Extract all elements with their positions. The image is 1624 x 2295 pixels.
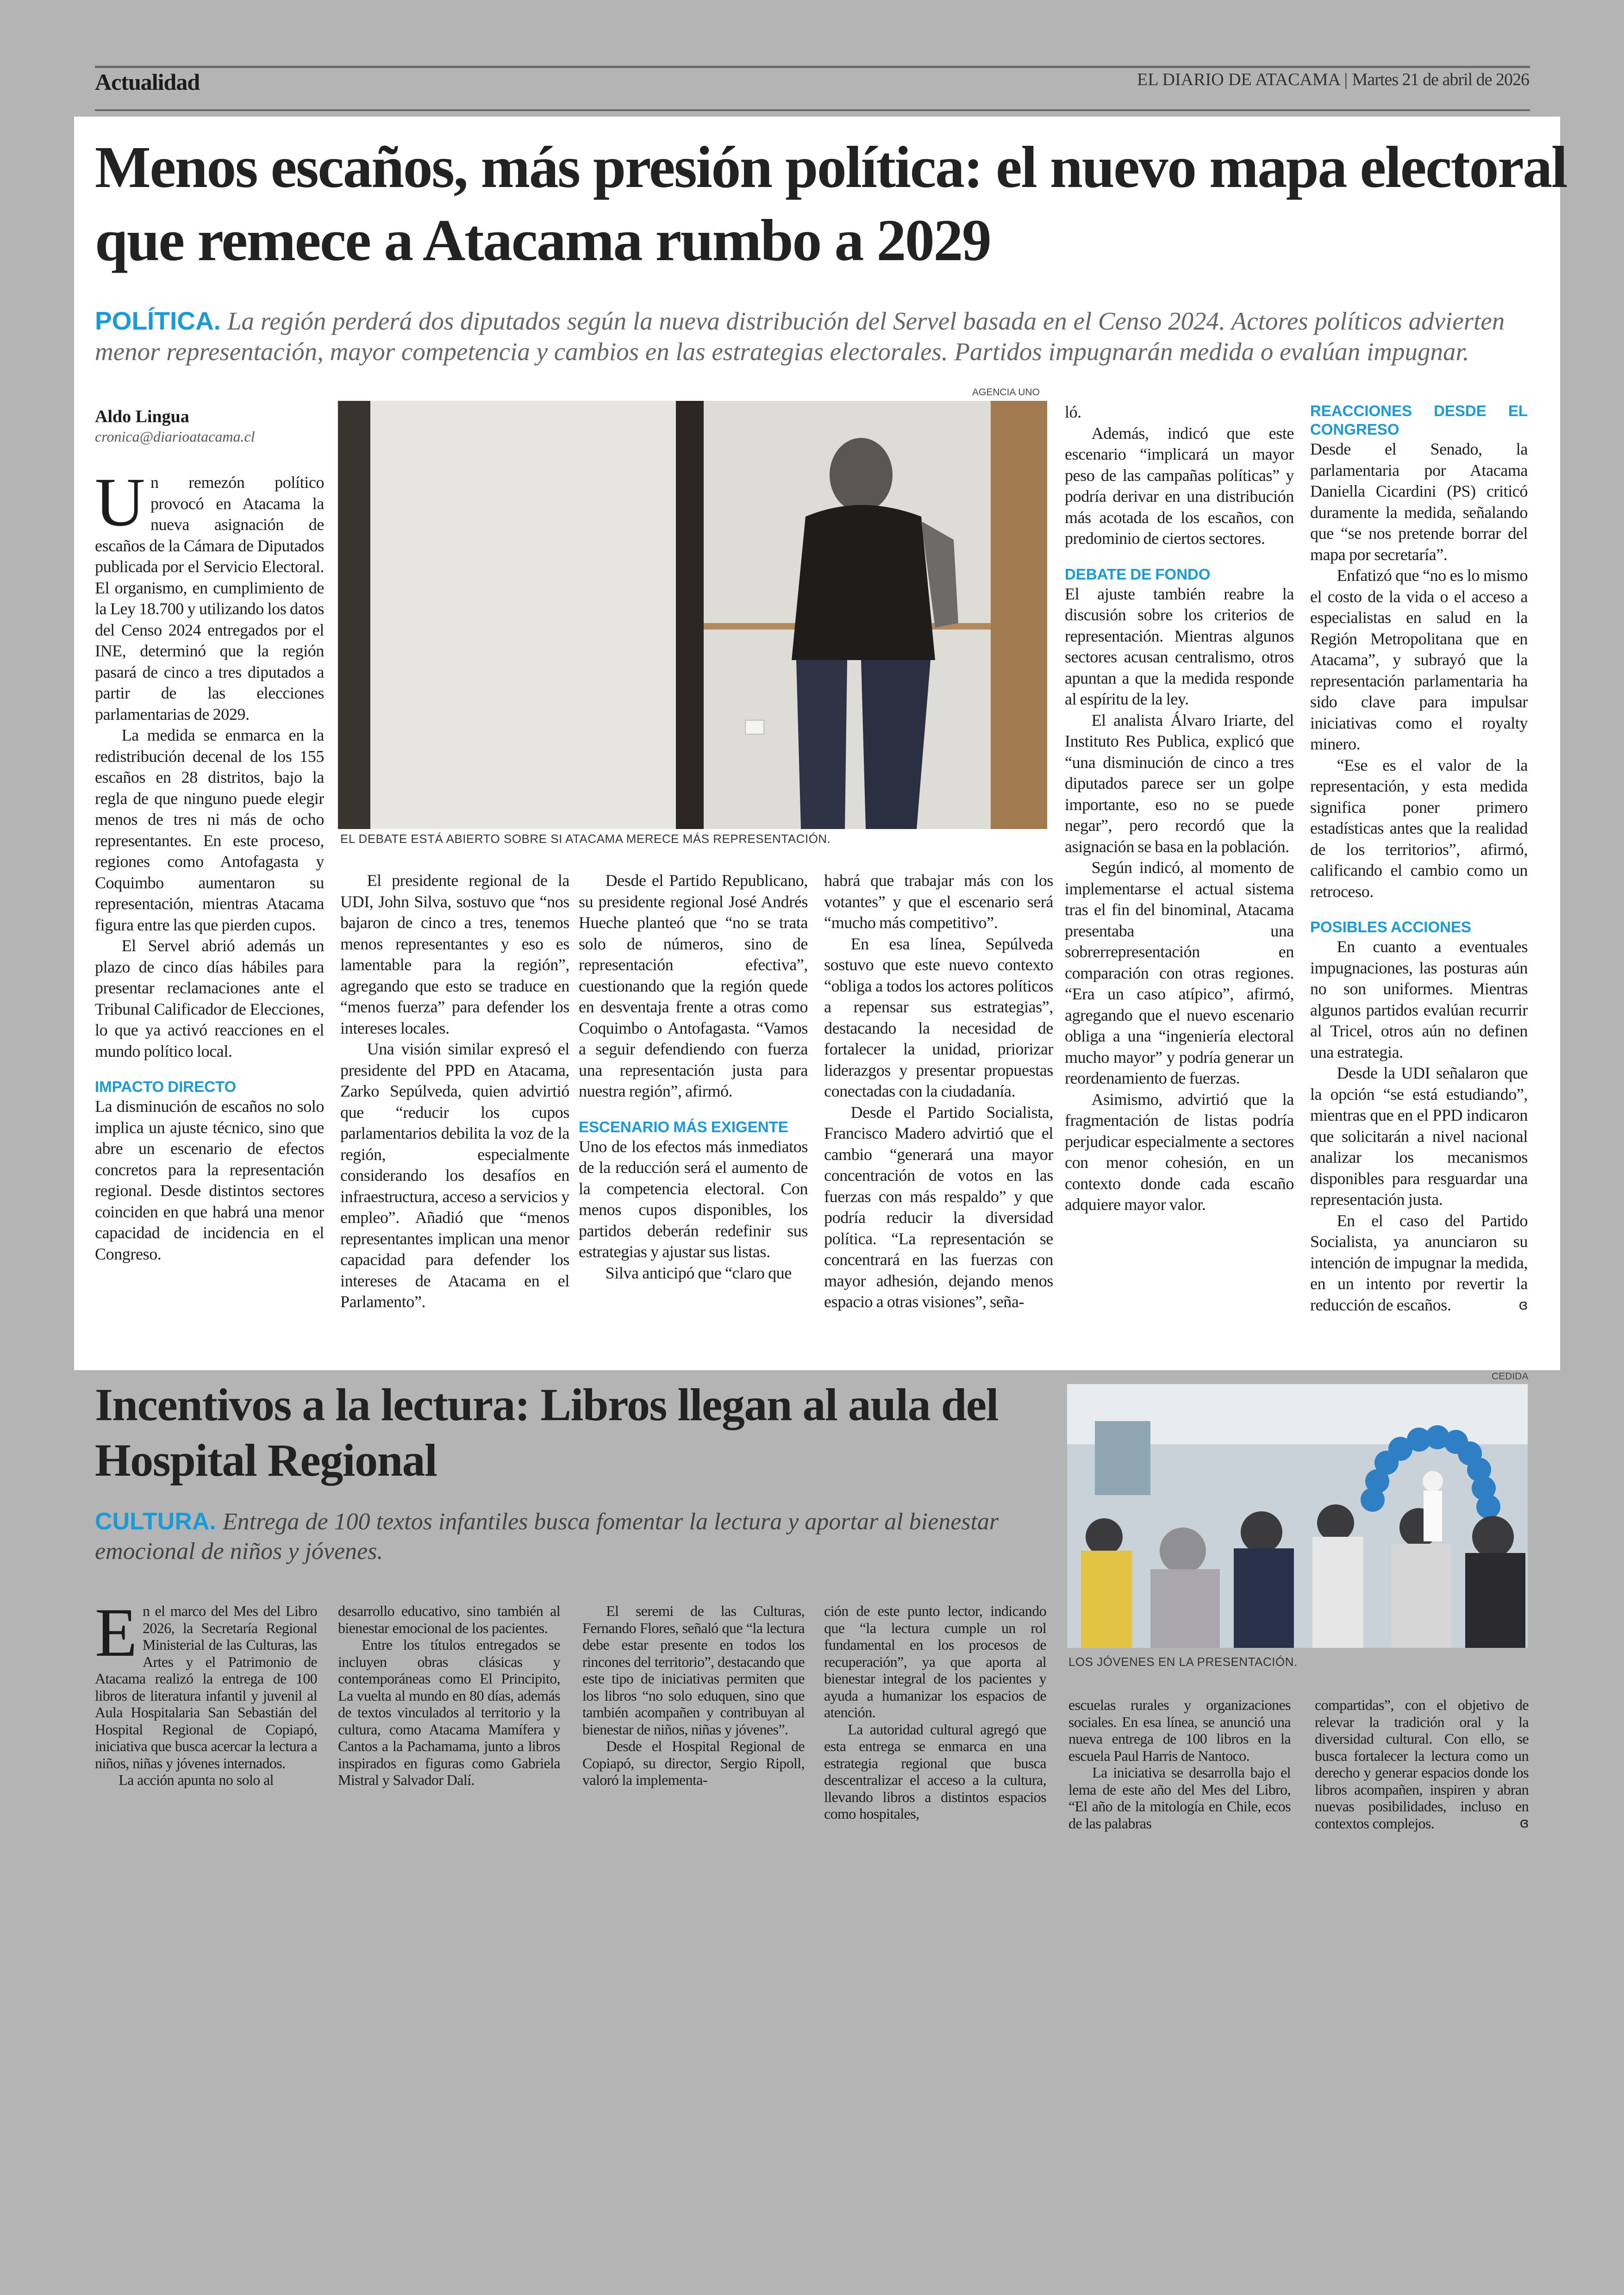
drop-cap: E: [95, 1594, 137, 1671]
author-email[interactable]: cronica@diarioatacama.cl: [95, 428, 255, 445]
paragraph-text: Desde el Partido Republicano, su presidente regional José Andrés Hueche planteó que “no se trata solo de números, sino de representación efectiva”, cuestionando que la región quede en desventaja frente a otras como Coquimbo o Antofagasta. “Vamos a seguir defendiendo con fuerza una representación justa para nuestra región”, afirmó.: [579, 871, 808, 1100]
article-column-6: [1310, 402, 1528, 1316]
paragraph: [1310, 565, 1528, 755]
drop-cap: U: [95, 464, 145, 541]
paragraph: [95, 1771, 317, 1789]
subheading: POSIBLES ACCIONES: [1310, 918, 1471, 935]
paragraph-text: Enfatizó que “no es lo mismo el costo de la vida o el acceso a especialistas en salud en la Región Metropolitana que en Atacama”, y subrayó que la representación parlamentaria ha sido clave para impulsar iniciativas como el royalty minero.: [1310, 566, 1528, 753]
paragraph: [582, 1738, 805, 1789]
paragraph-text: Según indicó, al momento de implementarse el actual sistema tras el fin del binominal, Atacama presentaba una sobrerrepresentación en comparación con otras regiones. “Era un caso atípico”, afirmó, agregando que el nuevo escenario obliga a una “ingeniería electoral mucho mayor” y podría generar un reordenamiento de fuerzas.: [1065, 858, 1294, 1087]
paragraph-continuation: [338, 1603, 560, 1636]
paragraph-text: El Servel abrió además un plazo de cinco días hábiles para presentar reclamaciones ante el Tribunal Calificador de Elecciones, lo que ya activó reacciones en el mundo político local.: [95, 936, 324, 1060]
paragraph-text: Desde el Hospital Regional de Copiapó, su director, Sergio Ripoll, valoró la implementa-: [582, 1738, 805, 1788]
paragraph: [1065, 1089, 1294, 1216]
paragraph: [579, 1136, 808, 1263]
voting-booth-photo: [338, 401, 1047, 829]
paragraph: [340, 1039, 569, 1313]
paragraph-text: La disminución de escaños no solo implica un ajuste técnico, sino que abre un escenario de efectos concretos para la representación regional. Desde distintos sectores coinciden en que habrá una menor capacidad de incidencia en el Congreso.: [95, 1097, 324, 1263]
headline: Incentivos a la lectura: Libros llegan al aula del Hospital Regional: [95, 1379, 998, 1486]
paragraph: [340, 870, 569, 1039]
newspaper-name: EL DIARIO DE ATACAMA: [1137, 70, 1340, 89]
article-column-2: [338, 1603, 560, 1789]
paragraph: [824, 934, 1053, 1102]
paragraph-text: En esa línea, Sepúlveda sostuvo que este nuevo contexto “obliga a todos los actores políticos a repensar sus estrategias”, destacando la necesidad de fortalecer la unidad, priorizar liderazgos y presentar propuestas conectadas con la ciudadanía.: [824, 934, 1053, 1100]
separator: |: [1344, 70, 1352, 89]
paragraph: [1310, 936, 1528, 1063]
paragraph-text: “Ese es el valor de la representación, y esta medida significa poner primero estadísticas antes que la realidad de los territorios”, afirmó, calificando el cambio como un retroceso.: [1310, 755, 1528, 901]
photo-credit: AGENCIA UNO: [972, 387, 1040, 398]
header-rule: [95, 109, 1530, 111]
paragraph-continuation: [1315, 1696, 1529, 1832]
end-of-article-icon: ɞ: [1518, 1297, 1528, 1313]
deck: [95, 306, 1525, 367]
paragraph-text: ción de este punto lector, indicando que “la lectura cumple un rol fundamental en los procesos de recuperación”, ya que aporta al bienestar integral de los pacientes y ayuda a humanizar los espacios de atención.: [824, 1603, 1046, 1721]
paragraph-text: En cuanto a eventuales impugnaciones, las posturas aún no son uniformes. Mientras algunos partidos evalúan recurrir al Tricel, otros aún no definen una estrategia.: [1310, 937, 1528, 1061]
section-title: Actualidad: [95, 69, 200, 95]
paragraph: [1065, 857, 1294, 1089]
article-column-1: [95, 464, 324, 1265]
paragraph-text: Desde el Partido Socialista, Francisco Madero advirtió que el cambio “generará una mayor concentración de votos en las fuerzas con más respaldo” y que podría reducir la diversidad política. “La representación se concentrará en las fuerzas con mayor adhesión, dejando menos espacio a otras visiones”, seña-: [824, 1103, 1053, 1311]
paragraph: [95, 935, 324, 1062]
paragraph-text: n el marco del Mes del Libro 2026, la Secretaría Regional Ministerial de las Culturas, las Artes y el Patrimonio de Atacama realizó la entrega de 100 libros de literatura infantil y juvenil al Aula Hospitalaria San Sebastián del Hospital Regional de Copiapó, iniciativa que busca acercar la lectura a niños, niñas y jóvenes internados.: [95, 1603, 317, 1771]
paragraph: [1310, 755, 1528, 903]
booth-post-center: [676, 401, 704, 829]
top-rule: [95, 66, 1530, 68]
subheading: ESCENARIO MÁS EXIGENTE: [579, 1118, 788, 1135]
paragraph: [824, 1721, 1046, 1822]
paragraph-text: habrá que trabajar más con los votantes” y que el escenario será “mucho más competitivo”.: [824, 871, 1053, 932]
paragraph-text: La iniciativa se desarrolla bajo el lema de este año del Mes del Libro, “El año de la mitología en Chile, ecos de las palabras: [1068, 1764, 1291, 1832]
section-kicker: CULTURA.: [95, 1508, 216, 1535]
deck-text: La región perderá dos diputados según la nueva distribución del Servel basada en el Censo 2024. Actores políticos advierten menor representación, mayor competencia y cambios en las estrategias electorales. Partidos impugnarán medida o evalúan impugnar.: [95, 307, 1505, 366]
paragraph: [1065, 710, 1294, 858]
article-column-5: [1068, 1696, 1291, 1832]
booth-post-left: [338, 401, 370, 829]
paragraph-continuation: [1068, 1696, 1291, 1764]
paragraph: [1310, 439, 1528, 565]
paragraph-text: Asimismo, advirtió que la fragmentación de listas podría perjudicar especialmente a sectores con menor cohesión, en un contexto donde cada escaño adquiere mayor valor.: [1065, 1090, 1294, 1214]
paragraph-text: Silva anticipó que “claro que: [605, 1263, 792, 1282]
paragraph: [1065, 584, 1294, 710]
paragraph-text: Además, indicó que este escenario “implicará un mayor peso de las campañas políticas” y podría derivar en una distribución más acotada de los escaños, con predominio de ciertos sectores.: [1065, 424, 1294, 548]
booth-panel-right: [991, 401, 1047, 829]
deck: [95, 1507, 1002, 1566]
article-column-4: [824, 870, 1053, 1313]
paragraph-text: n remezón político provocó en Atacama la nueva asignación de escaños de la Cámara de Diputados publicada por el Servicio Electoral. El organismo, en cumplimiento de la Ley 18.700 y utilizando los datos del Censo 2024 entregados por el INE, determinó que la región pasará de cinco a tres diputados a partir de las elecciones parlamentarias de 2029.: [95, 473, 324, 723]
booth-panel-left: [370, 401, 690, 829]
paragraph: [579, 870, 808, 1102]
paragraph-text: El seremi de las Culturas, Fernando Flores, señaló que “la lectura debe estar presente en todos los rincones del territorio”, destacando que este tipo de iniciativas permiten que los libros “no solo eduquen, sino que también acompañen y contribuyan al bienestar de niños, niñas y jóvenes”.: [582, 1603, 805, 1738]
photo-credit: CEDIDA: [1492, 1371, 1529, 1382]
paragraph-text: El ajuste también reabre la discusión sobre los criterios de representación. Mientras algunos sectores acusan centralismo, otros apuntan a que la medida responde al espíritu de la ley.: [1065, 584, 1294, 708]
paragraph: [824, 1102, 1053, 1313]
paragraph-text: Desde la UDI señalaron que la opción “se está estudiando”, mientras que en el PPD indicaron que solicitarán a nivel nacional analizar los mecanismos disponibles para resguardar una representación justa.: [1310, 1064, 1528, 1209]
article-column-2: [340, 870, 569, 1313]
paragraph-text: Una visión similar expresó el presidente del PPD en Atacama, Zarko Sepúlveda, quien advirtió que “reducir los cupos parlamentarios debilita la voz de la región, especialmente considerando los desafíos en infraestructura, acceso a servicios y empleo”. Añadió que “menos representantes implican una menor capacidad para defender los intereses de Atacama en el Parlamento”.: [340, 1040, 569, 1311]
paragraph: [579, 1263, 808, 1284]
paragraph-text: El presidente regional de la UDI, John Silva, sostuvo que “nos bajaron de cinco a tres, tenemos menos representantes y eso es lamentable para la región”, agregando que esto se traduce en “menos fuerza” para defender los intereses locales.: [340, 871, 569, 1037]
paragraph-text: La medida se enmarca en la redistribución decenal de los 155 escaños en 28 distritos, bajo la regla de que ninguno puede elegir menos de tres ni más de ocho representantes. En este proceso, regiones como Antofagasta y Coquimbo aumentaron su representación, mientras Atacama figura entre las que pierden cupos.: [95, 726, 324, 934]
article-column-6: [1315, 1696, 1529, 1832]
photo-caption: EL DEBATE ESTÁ ABIERTO SOBRE SI ATACAMA MERECE MÁS REPRESENTACIÓN.: [340, 832, 831, 846]
paragraph-continuation: [824, 870, 1053, 934]
end-of-article-icon: ɞ: [1519, 1815, 1529, 1831]
paragraph: [338, 1636, 560, 1789]
paragraph-text: ló.: [1065, 403, 1081, 421]
paragraph: [95, 464, 324, 725]
photo-caption: LOS JÓVENES EN LA PRESENTACIÓN.: [1068, 1655, 1298, 1669]
paragraph: [1065, 423, 1294, 549]
paragraph-continuation: [1065, 402, 1294, 423]
issue-date: Martes 21 de abril de 2026: [1352, 70, 1529, 89]
paragraph-text: Entre los títulos entregados se incluyen obras clásicas y contemporáneas como El Principito, La vuelta al mundo en 80 días, además de textos vinculados al territorio y la cultura, como Atacama Mamífera y Cantos a la Pachamama, junto a libros inspirados en figuras como Gabriela Mistral y Salvador Dalí.: [338, 1636, 560, 1788]
article-column-3: [579, 870, 808, 1284]
window: [1095, 1421, 1150, 1495]
paragraph: [582, 1603, 805, 1738]
power-outlet: [745, 720, 764, 734]
paragraph: [1310, 1063, 1528, 1210]
paragraph-text: Uno de los efectos más inmediatos de la reducción será el aumento de la competencia electoral. Con menos cupos disponibles, los partidos deberán redefinir sus estrategias y ajustar sus listas.: [579, 1137, 808, 1261]
paragraph-text: El analista Álvaro Iriarte, del Instituto Res Publica, explicó que “una disminución de cinco a tres diputados parece ser un golpe importante, eso no se puede negar”, pero recordó que la asignación se basa en la población.: [1065, 711, 1294, 856]
article-column-4: [824, 1603, 1046, 1822]
paragraph: [1310, 1210, 1528, 1316]
subheading: IMPACTO DIRECTO: [95, 1078, 237, 1095]
paragraph-text: En el caso del Partido Socialista, ya anunciaron su intención de impugnar la medida, en un intento por revertir la reducción de escaños.: [1310, 1211, 1528, 1314]
subheading: DEBATE DE FONDO: [1065, 565, 1211, 583]
paragraph-text: compartidas”, con el objetivo de relevar la tradición oral y la diversidad cultural. Con ello, se busca fortalecer la lectura como un derecho y generar espacios donde los libros acompañen, inspiren y abran nuevas posibilidades, incluso en contextos complejos.: [1315, 1696, 1529, 1832]
paragraph-text: desarrollo educativo, sino también al bienestar emocional de los pacientes.: [338, 1603, 560, 1636]
paragraph-continuation: [824, 1603, 1046, 1721]
masthead: [1137, 69, 1529, 90]
paragraph-text: La acción apunta no solo al: [119, 1771, 274, 1788]
article-column-1: [95, 1594, 317, 1789]
headline: Menos escaños, más presión política: el nuevo mapa electoral que remece a Atacama rumbo a 2029: [95, 134, 1567, 273]
paragraph: [95, 1594, 317, 1771]
article-column-5: [1065, 402, 1294, 1216]
byline: Aldo Lingua: [95, 407, 189, 426]
section-kicker: POLÍTICA.: [95, 306, 221, 335]
paragraph-text: Desde el Senado, la parlamentaria por Atacama Daniella Cicardini (PS) criticó duramente la medida, señalando que “se nos pretende borrar del mapa por secretaría”.: [1310, 440, 1528, 564]
paragraph: [95, 1096, 324, 1265]
paragraph-text: escuelas rurales y organizaciones sociales. En esa línea, se anunció una nueva entrega de 100 libros en la escuela Paul Harris de Nantoco.: [1068, 1696, 1291, 1764]
hospital-event-photo: [1067, 1384, 1528, 1648]
paragraph-text: La autoridad cultural agregó que esta entrega se enmarca en una estrategia regional que busca descentralizar el acceso a la cultura, llevando libros a distintos espacios como hospitales,: [824, 1721, 1046, 1822]
paragraph: [95, 725, 324, 935]
subheading: REACCIONES DESDE EL CONGRESO: [1310, 402, 1528, 438]
paragraph: [1068, 1764, 1291, 1832]
deck-text: Entrega de 100 textos infantiles busca fomentar la lectura y aportar al bienestar emocional de niños y jóvenes.: [95, 1509, 999, 1565]
article-column-3: [582, 1603, 805, 1789]
